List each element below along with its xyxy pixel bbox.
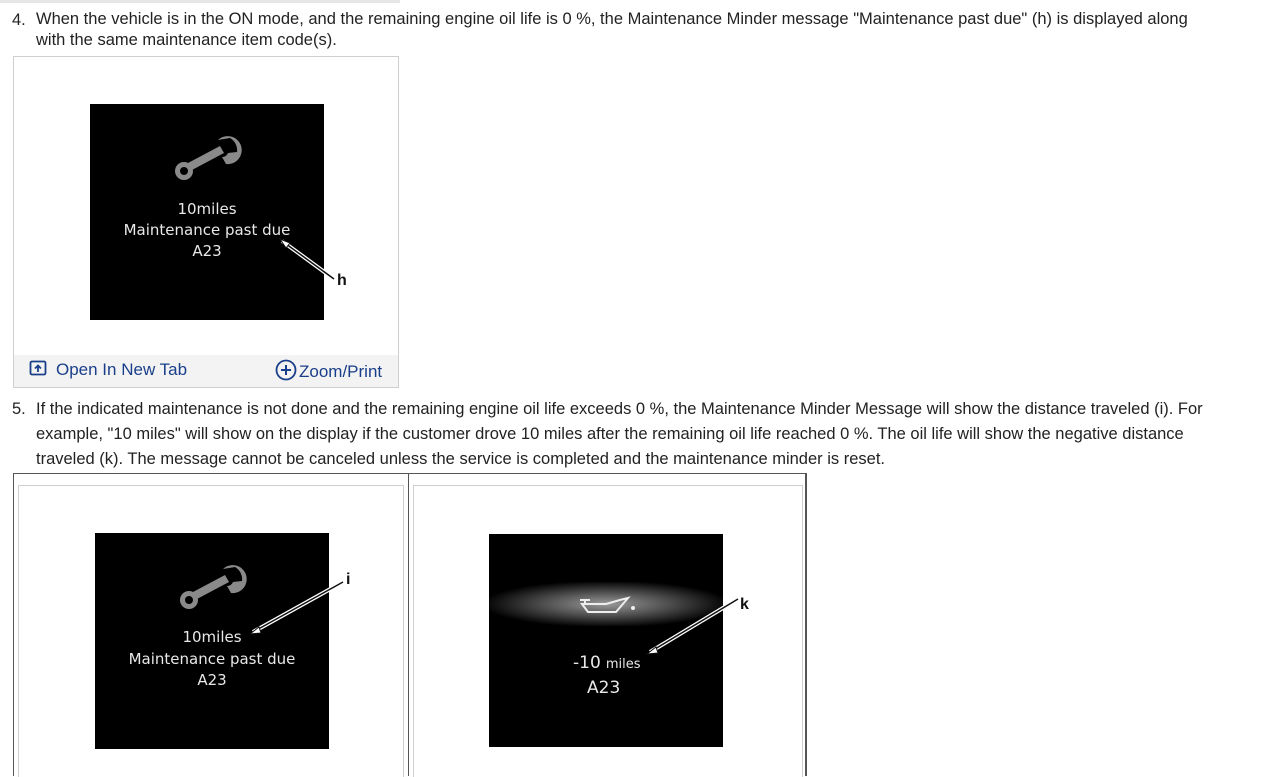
step-text-line: When the vehicle is in the ON mode, and the remaining engine oil life is 0 %, the Maintenance Minder message "Maintenance past due" (h) is displayed along xyxy=(36,10,1188,28)
display-screen xyxy=(95,533,329,749)
display-screen xyxy=(489,534,723,747)
table-cell-distance-traveled xyxy=(14,474,409,776)
distance-unit: miles xyxy=(605,657,641,672)
figure-negative-oil-life xyxy=(413,485,803,777)
message-text: Maintenance past due xyxy=(128,650,296,668)
figure-distance-traveled xyxy=(18,485,404,777)
table-cell-negative-oil-life xyxy=(409,474,806,776)
figure-table xyxy=(13,473,807,776)
negative-distance xyxy=(573,653,641,673)
step-text xyxy=(36,9,1188,51)
new-tab-icon xyxy=(29,359,47,377)
step-text-line: If the indicated maintenance is not done and the remaining engine oil life exceeds 0 %, the Maintenance Minder Message will show the distance traveled (i). For xyxy=(36,400,1203,418)
distance-value: -10 xyxy=(573,653,601,673)
open-in-new-tab-label: Open In New Tab xyxy=(56,360,188,379)
step-text-line: traveled (k). The message cannot be canceled unless the service is completed and the maintenance minder is reset. xyxy=(36,450,885,468)
wrench-icon xyxy=(170,130,250,185)
step-text xyxy=(36,397,1203,472)
zoom-print-label: Zoom/Print xyxy=(299,362,383,381)
callout-label: i xyxy=(346,571,351,588)
distance-text: 10miles xyxy=(177,200,237,218)
plus-circle-icon xyxy=(275,359,297,381)
code-text: A23 xyxy=(192,242,222,260)
zoom-print-link[interactable] xyxy=(275,359,382,383)
step-number: 4. xyxy=(12,11,26,29)
message-text: Maintenance past due xyxy=(123,221,291,239)
callout-label: h xyxy=(337,272,347,289)
figure-toolbar xyxy=(14,355,398,387)
oil-can-icon xyxy=(576,592,638,618)
top-divider xyxy=(0,0,400,3)
open-in-new-tab-link[interactable] xyxy=(29,359,187,381)
wrench-icon xyxy=(175,559,255,614)
distance-text: 10miles xyxy=(182,628,242,646)
figure-maintenance-past-due xyxy=(13,56,399,388)
code-text: A23 xyxy=(197,671,227,689)
display-screen xyxy=(90,104,324,320)
code-text: A23 xyxy=(587,678,621,698)
step-text-line: example, "10 miles" will show on the display if the customer drove 10 miles after the remaining oil life reached 0 %. The oil life will show the negative distance xyxy=(36,425,1184,443)
step-text-line: with the same maintenance item code(s). xyxy=(36,31,337,49)
callout-label: k xyxy=(740,596,749,613)
step-number: 5. xyxy=(12,400,26,418)
